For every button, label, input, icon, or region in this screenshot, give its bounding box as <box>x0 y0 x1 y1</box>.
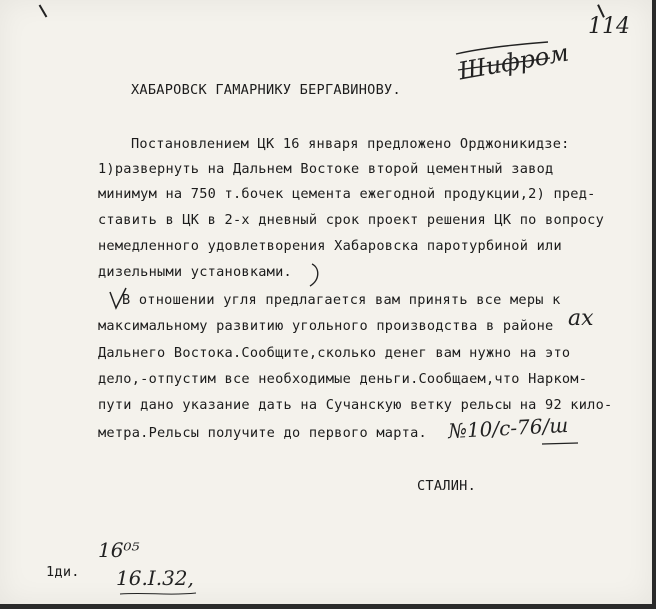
paragraph1-line-4: ставить в ЦК в 2-х дневный срок проект решения ЦК по вопросу <box>98 212 605 228</box>
handwritten-correction: ах <box>568 306 594 331</box>
paragraph1-line-6: дизельными установками. <box>98 264 292 280</box>
paragraph2-line-2: максимальному развитию угольного производства в районе <box>98 318 554 334</box>
paragraph2-line-6: метра.Рельсы получите до первого марта. <box>98 425 427 441</box>
paragraph2-line-1: В отношении угля предлагается вам принять все меры к <box>122 292 561 308</box>
signature: СТАЛИН. <box>417 478 477 494</box>
page-number: 114 <box>588 14 630 39</box>
cipher-stamp <box>452 38 571 88</box>
reference-underline <box>540 440 580 448</box>
paragraph1-line-1: Постановлением ЦК 16 января предложено Орджоникидзе: <box>131 136 570 152</box>
paragraph1-line-2: 1)развернуть на Дальнем Востоке второй цементный завод <box>98 161 554 177</box>
top-mark-left <box>39 4 48 17</box>
cipher-stamp-text: Шифром <box>456 38 571 86</box>
addressee-line: ХАБАРОВСК ГАМАРНИКУ БЕРГАВИНОВУ. <box>131 82 401 98</box>
paragraph1-line-5: немедленного удовлетворения Хабаровска паротурбиной или <box>98 238 562 254</box>
date-underline <box>118 590 198 598</box>
handwritten-reference: №10/с-76/ш <box>447 412 569 444</box>
footer-copies: 1ди. <box>46 564 80 580</box>
handwritten-time: 16⁰⁵ <box>98 538 140 562</box>
paragraph2-line-4: дело,-отпустим все необходимые деньги.Сообщаем,что Нарком- <box>98 371 588 387</box>
paragraph2-line-5: пути дано указание дать на Сучанскую ветку рельсы на 92 кило- <box>98 397 613 413</box>
handwritten-date: 16.I.32, <box>116 566 194 590</box>
bracket-mark <box>308 262 322 288</box>
paragraph2-line-3: Дальнего Востока.Сообщите,сколько денег вам нужно на это <box>98 345 571 361</box>
paragraph1-line-3: минимум на 750 т.бочек цемента ежегодной продукции,2) пред- <box>98 186 596 202</box>
